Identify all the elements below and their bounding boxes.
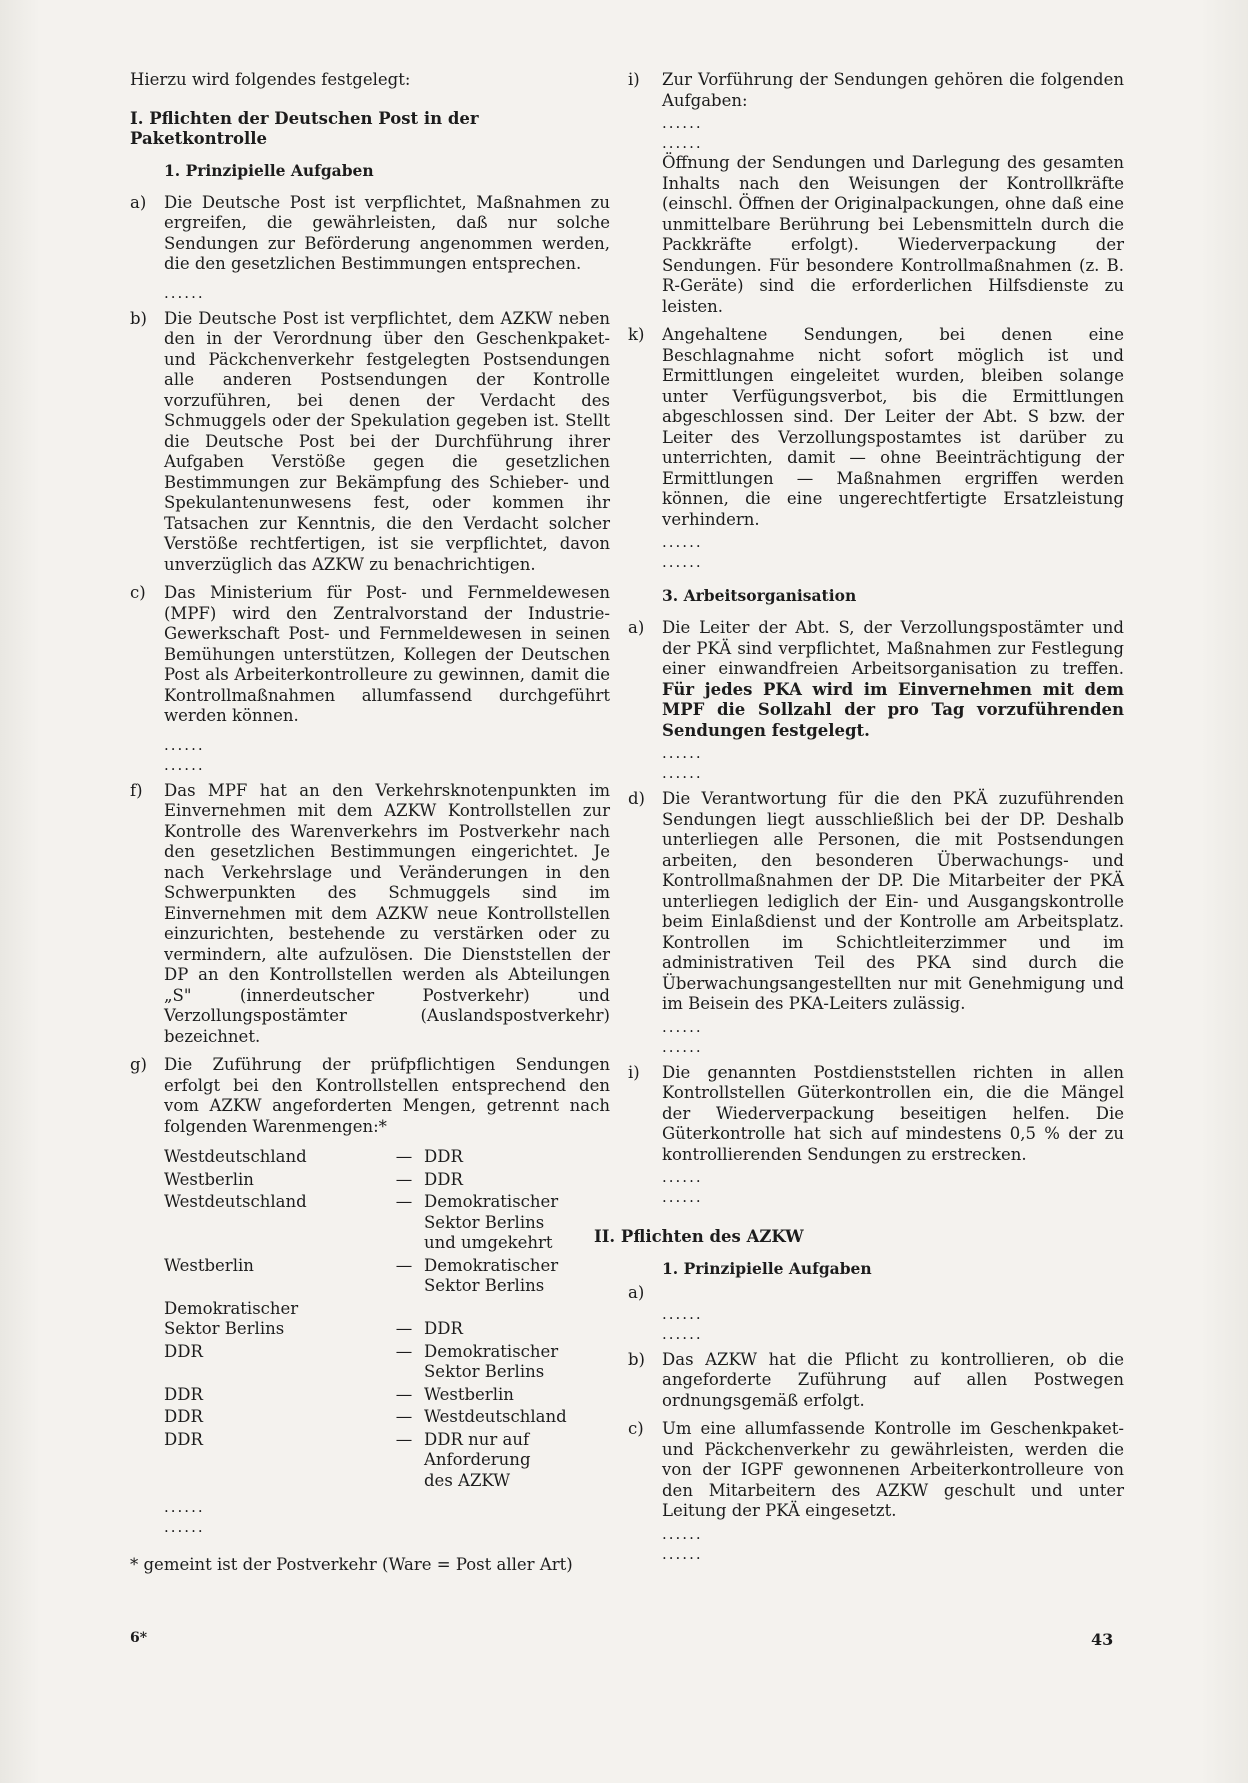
route-from: DDR bbox=[164, 1429, 203, 1449]
route-to: Demokratischer Sektor Berlins bbox=[424, 1255, 559, 1295]
item-label: a) bbox=[130, 192, 147, 212]
item-text bbox=[662, 1283, 1124, 1304]
item-3a bbox=[628, 618, 1124, 741]
route-row bbox=[164, 1342, 610, 1383]
route-table bbox=[164, 1147, 610, 1491]
ellipsis: ...... bbox=[164, 1498, 205, 1516]
item-text: Das AZKW hat die Pflicht zu kontrollieren, ob die angeforderte Zuführung auf allen Postwegen ordnungsgemäß erfolgt. bbox=[662, 1349, 1124, 1410]
ellipsis: ...... bbox=[662, 114, 703, 132]
item-text bbox=[662, 618, 1124, 741]
route-dash: — bbox=[395, 1407, 413, 1426]
item-text-bold: Für jedes PKA wird im Einvernehmen mit dem MPF die Sollzahl der pro Tag vorzuführenden Sendungen festgelegt. bbox=[662, 679, 1124, 740]
route-to: Demokratischer Sektor Berlins und umgekehrt bbox=[424, 1192, 559, 1252]
item-label: c) bbox=[628, 1419, 644, 1438]
ellipsis: ...... bbox=[164, 755, 205, 774]
route-row bbox=[164, 1256, 610, 1297]
item-text: Das MPF hat an den Verkehrsknotenpunkten im Einvernehmen mit dem AZKW Kontrollstellen zur Kontrolle des Warenverkehrs im Postverkehr nach den gesetzlichen Bestimmungen eingerichtet. Je nach Verkehrslage und Veränderungen in den Schwerpunkten des Schmuggels sind im Einvernehmen mit dem AZKW neue Kontrollstellen einzurichten, bestehende zu verstärken oder zu vermindern, alte aufzulösen. Die Dienststellen der DP an den Kontrollstellen werden als Abteilungen „S" (innerdeutscher Postverkehr) und Verzollungspostämter (Auslandspostverkehr) bezeichnet. bbox=[164, 780, 610, 1046]
route-to: Westdeutschland bbox=[424, 1407, 567, 1426]
item-label: a) bbox=[628, 1283, 645, 1302]
route-to: Westberlin bbox=[424, 1384, 514, 1404]
route-from: Westberlin bbox=[164, 1255, 254, 1275]
item-label: c) bbox=[130, 583, 146, 602]
item-label: k) bbox=[628, 325, 645, 344]
item-label: b) bbox=[628, 1349, 645, 1369]
route-dash: — bbox=[395, 1255, 413, 1275]
route-row bbox=[164, 1192, 610, 1254]
item-3i bbox=[628, 1063, 1124, 1166]
ellipsis: ...... bbox=[164, 1518, 205, 1536]
route-to: DDR bbox=[424, 1319, 463, 1338]
item-label: i) bbox=[628, 1062, 640, 1082]
ellipsis: ...... bbox=[662, 1037, 703, 1056]
item-text: Die Deutsche Post ist verpflichtet, dem AZKW neben den in der Verordnung über den Geschenkpaket- und Päckchenverkehr festgelegten Postsendungen alle anderen Postsendungen der Kontrolle vorzuführen, bei denen der Verdacht des Schmuggels oder der Spekulation gegeben ist. Stellt die Deutsche Post bei der Durchführung ihrer Aufgaben Verstöße gegen die gesetzlichen Bestimmungen zur Bekämpfung des Schieber- und Spekulantenunwesens fest, oder kommen ihr Tatsachen zur Kenntnis, die den Verdacht solcher Verstöße rechtfertigen, ist sie verpflichtet, davon unverzüglich das AZKW zu benachrichtigen. bbox=[164, 308, 610, 574]
route-dash: — bbox=[395, 1319, 413, 1338]
route-dash: — bbox=[395, 1384, 413, 1404]
page-number: 43 bbox=[1091, 1630, 1114, 1649]
item-f bbox=[130, 781, 610, 1048]
item-label: g) bbox=[130, 1055, 147, 1074]
ellipsis: ...... bbox=[662, 553, 703, 571]
ellipsis: ...... bbox=[164, 283, 205, 302]
item-label: f) bbox=[130, 780, 143, 800]
route-from: DDR bbox=[164, 1341, 203, 1361]
item-label: i) bbox=[628, 70, 640, 89]
footnote: * gemeint ist der Postverkehr (Ware = Post aller Art) bbox=[130, 1555, 573, 1574]
section-heading-2: II. Pflichten des AZKW bbox=[594, 1227, 804, 1246]
item-text: Die Verantwortung für die den PKÄ zuzuführenden Sendungen liegt ausschließlich bei der DP. Deshalb unterliegen alle Personen, die mit Postsendungen arbeiten, den besonderen Überwachungs- und Kontrollmaßnahmen der DP. Die Mitarbeiter der PKÄ unterliegen lediglich der Ein- und Ausgangskontrolle beim Einlaßdienst und der Kontrolle am Arbeitsplatz. Kontrollen im Schichtleiterzimmer und im administrativen Teil des PKA sind durch die Überwachungsangestellten nur mit Genehmigung und im Beisein des PKA-Leiters zulässig. bbox=[662, 789, 1124, 1013]
route-to: DDR nur auf Anforderung des AZKW bbox=[424, 1429, 531, 1490]
route-row bbox=[164, 1385, 610, 1406]
route-from: DDR bbox=[164, 1384, 203, 1404]
route-dash: — bbox=[395, 1429, 413, 1449]
signature-mark: 6* bbox=[130, 1630, 148, 1646]
route-from: Westdeutschland bbox=[164, 1192, 307, 1211]
route-dash: — bbox=[395, 1192, 413, 1211]
item-c bbox=[130, 583, 610, 727]
item-text: Angehaltene Sendungen, bei denen eine Beschlagnahme nicht sofort möglich ist und Ermittlungen eingeleitet wurden, bleiben solange unter Verfügungsverbot, bis die Ermittlungen abgeschlossen sind. Der Leiter der Abt. S bzw. der Leiter des Verzollungspostamtes ist darüber zu unterrichten, damit — ohne Beeinträchtigung der Ermittlungen — Maßnahmen ergriffen werden können, die eine ungerechtfertigte Ersatzleistung verhindern. bbox=[662, 325, 1124, 529]
item-g bbox=[130, 1055, 610, 1137]
item-b bbox=[130, 309, 610, 576]
item-k bbox=[628, 325, 1124, 530]
ellipsis: ...... bbox=[662, 1324, 703, 1343]
ellipsis: ...... bbox=[662, 744, 703, 762]
item-text: Um eine allumfassende Kontrolle im Geschenkpaket- und Päckchenverkehr zu gewährleisten, werden die von der IGPF gewonnenen Arbeiterkontrolleure von den Mitarbeitern des AZKW geschult und unter Leitung der PKÄ eingesetzt. bbox=[662, 1419, 1124, 1520]
route-from: Demokratischer Sektor Berlins bbox=[164, 1298, 299, 1338]
route-to: Demokratischer Sektor Berlins bbox=[424, 1341, 559, 1381]
item-text: Die genannten Postdienststellen richten in allen Kontrollstellen Güterkontrollen ein, die die Mängel der Wiederverpackung beseitigen helfen. Die Güterkontrolle hat sich auf mindestens 0,5 % der zu kontrollierenden Sendungen zu erstrecken. bbox=[662, 1062, 1124, 1164]
item-label: b) bbox=[130, 308, 147, 328]
right-column bbox=[594, 70, 1124, 1564]
item-2a bbox=[628, 1283, 1124, 1304]
intro-text: Hierzu wird folgendes festgelegt: bbox=[130, 70, 411, 89]
left-column bbox=[130, 70, 610, 1575]
ellipsis: ...... bbox=[662, 1188, 703, 1206]
route-to: DDR bbox=[424, 1147, 463, 1166]
item-text: Das Ministerium für Post- und Fernmeldewesen (MPF) wird den Zentralvorstand der Industrie-Gewerkschaft Post- und Fernmeldewesen in seinen Bemühungen unterstützen, Kollegen der Deutschen Post als Arbeiterkontrolleure zu gewinnen, damit die Kontrollmaßnahmen allumfassend durchgeführt werden können. bbox=[164, 583, 610, 725]
ellipsis: ...... bbox=[662, 1017, 703, 1036]
item-text-regular: Die Leiter der Abt. S, der Verzollungspostämter und der PKÄ sind verpflichtet, Maßnahmen zur Festlegung einer einwandfreien Arbeitsorganisation zu treffen. bbox=[662, 618, 1124, 678]
ellipsis: ...... bbox=[662, 533, 703, 551]
item-2b bbox=[628, 1350, 1124, 1412]
subheading-3: 3. Arbeitsorganisation bbox=[662, 586, 857, 605]
route-row bbox=[164, 1407, 610, 1428]
route-to: DDR bbox=[424, 1169, 463, 1189]
route-row bbox=[164, 1430, 610, 1492]
item-text: Zur Vorführung der Sendungen gehören die folgenden Aufgaben: bbox=[662, 70, 1124, 110]
ellipsis: ...... bbox=[662, 1168, 703, 1186]
route-dash: — bbox=[395, 1147, 413, 1166]
ellipsis: ...... bbox=[662, 1524, 703, 1543]
route-row bbox=[164, 1147, 610, 1168]
item-label: a) bbox=[628, 618, 645, 637]
route-from: Westberlin bbox=[164, 1169, 254, 1189]
item-label: d) bbox=[628, 789, 645, 808]
ellipsis: ...... bbox=[164, 735, 205, 754]
route-row bbox=[164, 1170, 610, 1191]
item-text: Die Zuführung der prüfpflichtigen Sendungen erfolgt bei den Kontrollstellen entsprechend den vom AZKW angeforderten Mengen, getrennt nach folgenden Warenmengen:* bbox=[164, 1055, 610, 1136]
item-text: Die Deutsche Post ist verpflichtet, Maßnahmen zu ergreifen, die gewährleisten, daß nur solche Sendungen zur Beförderung angenommen werden, die den gesetzlichen Bestimmungen entsprechen. bbox=[164, 192, 610, 273]
ellipsis: ...... bbox=[662, 1544, 703, 1563]
route-dash: — bbox=[395, 1169, 413, 1189]
route-row bbox=[164, 1299, 610, 1340]
ellipsis: ...... bbox=[662, 1304, 703, 1323]
subheading-2-1: 1. Prinzipielle Aufgaben bbox=[662, 1259, 872, 1278]
route-from: Westdeutschland bbox=[164, 1147, 307, 1166]
item-2c bbox=[628, 1419, 1124, 1522]
item-a bbox=[130, 193, 610, 275]
ellipsis: ...... bbox=[662, 764, 703, 782]
route-dash: — bbox=[395, 1341, 413, 1361]
section-heading-1: I. Pflichten der Deutschen Post in der Paketkontrolle bbox=[130, 108, 479, 148]
ellipsis: ...... bbox=[662, 134, 703, 152]
subheading-1: 1. Prinzipielle Aufgaben bbox=[164, 160, 374, 180]
item-3d bbox=[628, 789, 1124, 1015]
item-i-continuation: Öffnung der Sendungen und Darlegung des gesamten Inhalts nach den Weisungen der Kontrollkräfte (einschl. Öffnen der Originalpackungen, ohne daß eine unmittelbare Berührung bei Lebensmitteln durch die Packkräfte erfolgt). Wiederverpackung der Sendungen. Für besondere Kontrollmaßnahmen (z. B. R-Geräte) sind die erforderlichen Hilfsdienste zu leisten. bbox=[662, 153, 1124, 316]
item-i bbox=[628, 70, 1124, 111]
route-from: DDR bbox=[164, 1407, 203, 1426]
